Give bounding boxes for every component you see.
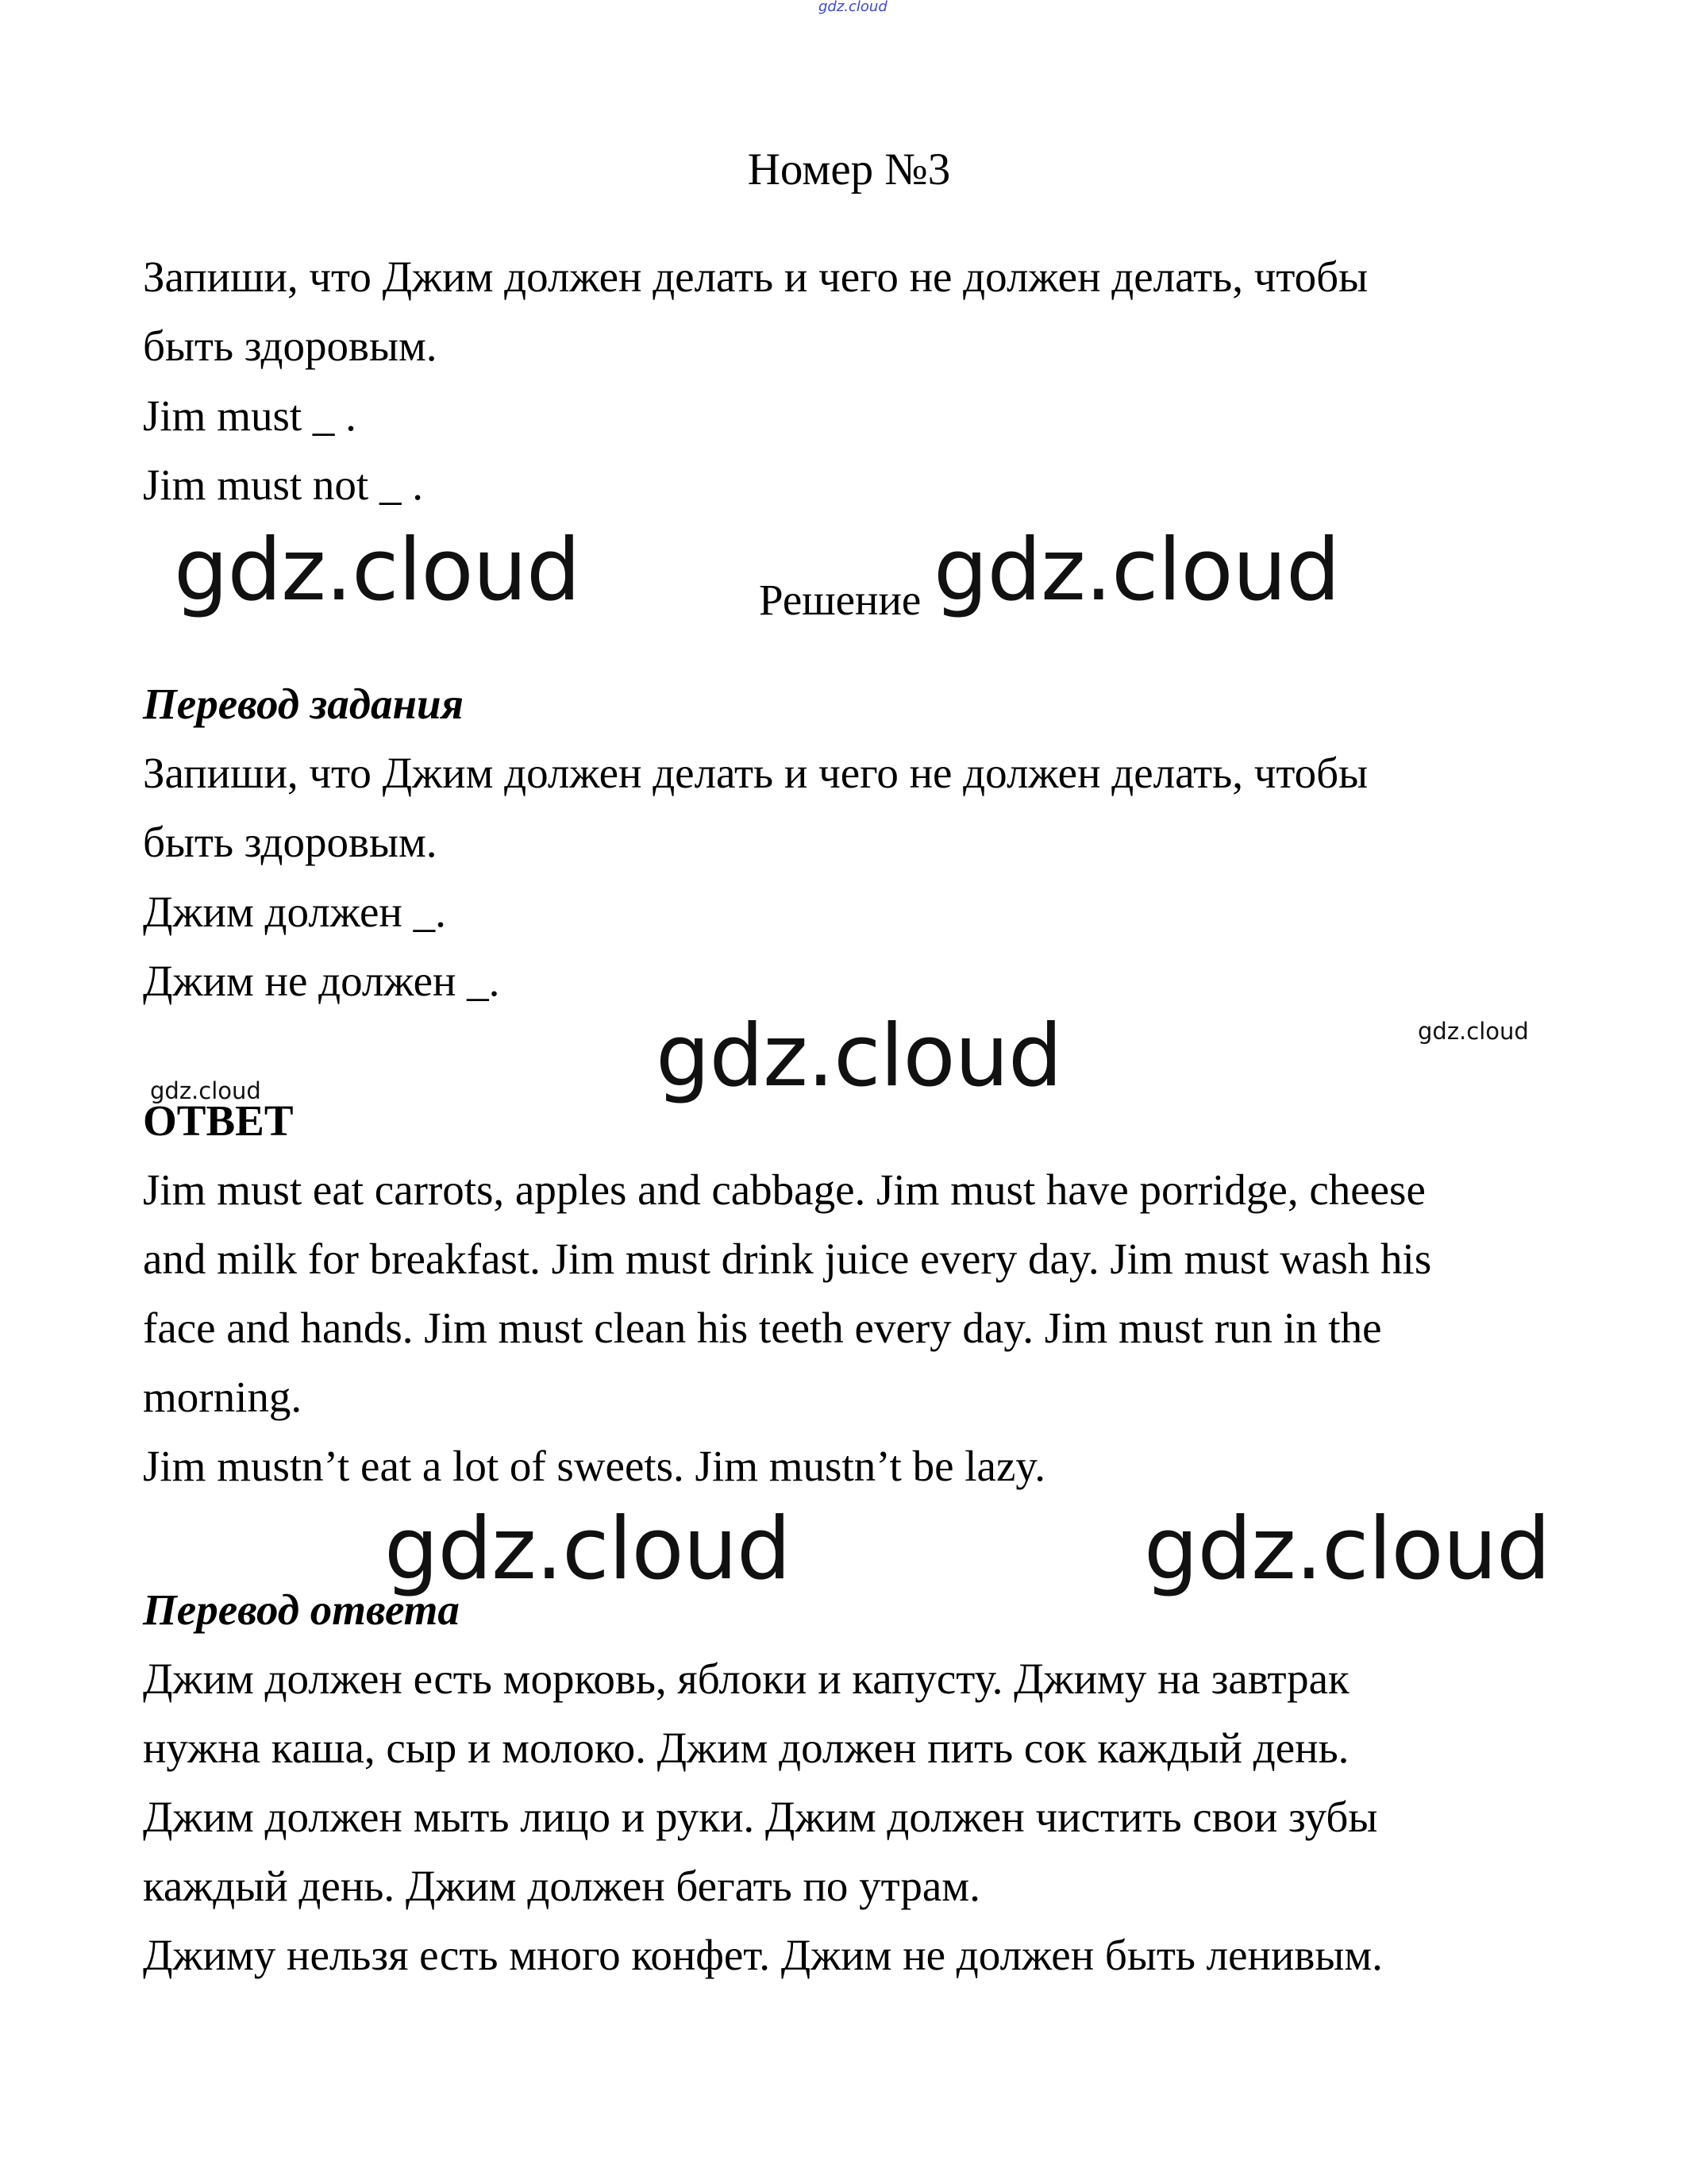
answer-translation-line-3: Джим должен мыть лицо и руки. Джим должен чистить свои зубы xyxy=(143,1793,1378,1841)
watermark-top: gdz.cloud xyxy=(818,0,888,15)
watermark-small-right: gdz.cloud xyxy=(1418,1018,1529,1045)
watermark-2: gdz.cloud xyxy=(934,521,1340,620)
answer-heading: ОТВЕТ xyxy=(143,1096,294,1145)
watermark-3: gdz.cloud xyxy=(656,1007,1062,1106)
watermark-5: gdz.cloud xyxy=(1144,1500,1550,1599)
task-line-1: Запиши, что Джим должен делать и чего не должен делать, чтобы xyxy=(143,252,1369,301)
answer-block xyxy=(143,1155,1588,1500)
task-translation-heading: Перевод задания xyxy=(143,680,464,728)
task-translation-line-4: Джим не должен _. xyxy=(143,957,500,1005)
solution-label: Решение xyxy=(759,576,922,624)
answer-line-4: morning. xyxy=(143,1373,302,1421)
task-translation-line-1: Запиши, что Джим должен делать и чего не должен делать, чтобы xyxy=(143,749,1369,797)
task-blank-1: Jim must _ . xyxy=(143,391,356,440)
task-blank-2: Jim must not _ . xyxy=(143,460,423,509)
task-line-2: быть здоровым. xyxy=(143,322,437,370)
answer-translation-block xyxy=(143,1644,1588,1989)
answer-translation-line-4: каждый день. Джим должен бегать по утрам. xyxy=(143,1862,980,1910)
page-title: Номер №3 xyxy=(747,144,951,195)
task-translation-line-3: Джим должен _. xyxy=(143,888,446,936)
answer-line-5: Jim mustn’t eat a lot of sweets. Jim mustn’t be lazy. xyxy=(143,1442,1046,1490)
task-translation-line-2: быть здоровым. xyxy=(143,818,437,866)
answer-translation-line-2: нужна каша, сыр и молоко. Джим должен пить сок каждый день. xyxy=(143,1724,1350,1772)
watermark-1: gdz.cloud xyxy=(174,521,580,620)
answer-line-2: and milk for breakfast. Jim must drink juice every day. Jim must wash his xyxy=(143,1235,1432,1283)
answer-line-1: Jim must eat carrots, apples and cabbage. Jim must have porridge, cheese xyxy=(143,1165,1426,1214)
answer-translation-heading: Перевод ответа xyxy=(143,1585,460,1634)
watermark-4: gdz.cloud xyxy=(384,1500,791,1599)
answer-line-3: face and hands. Jim must clean his teeth every day. Jim must run in the xyxy=(143,1304,1382,1352)
answer-translation-line-1: Джим должен есть морковь, яблоки и капусту. Джиму на завтрак xyxy=(143,1654,1350,1703)
answer-translation-line-5: Джиму нельзя есть много конфет. Джим не должен быть ленивым. xyxy=(143,1931,1383,1979)
watermark-small-left: gdz.cloud xyxy=(150,1077,261,1104)
